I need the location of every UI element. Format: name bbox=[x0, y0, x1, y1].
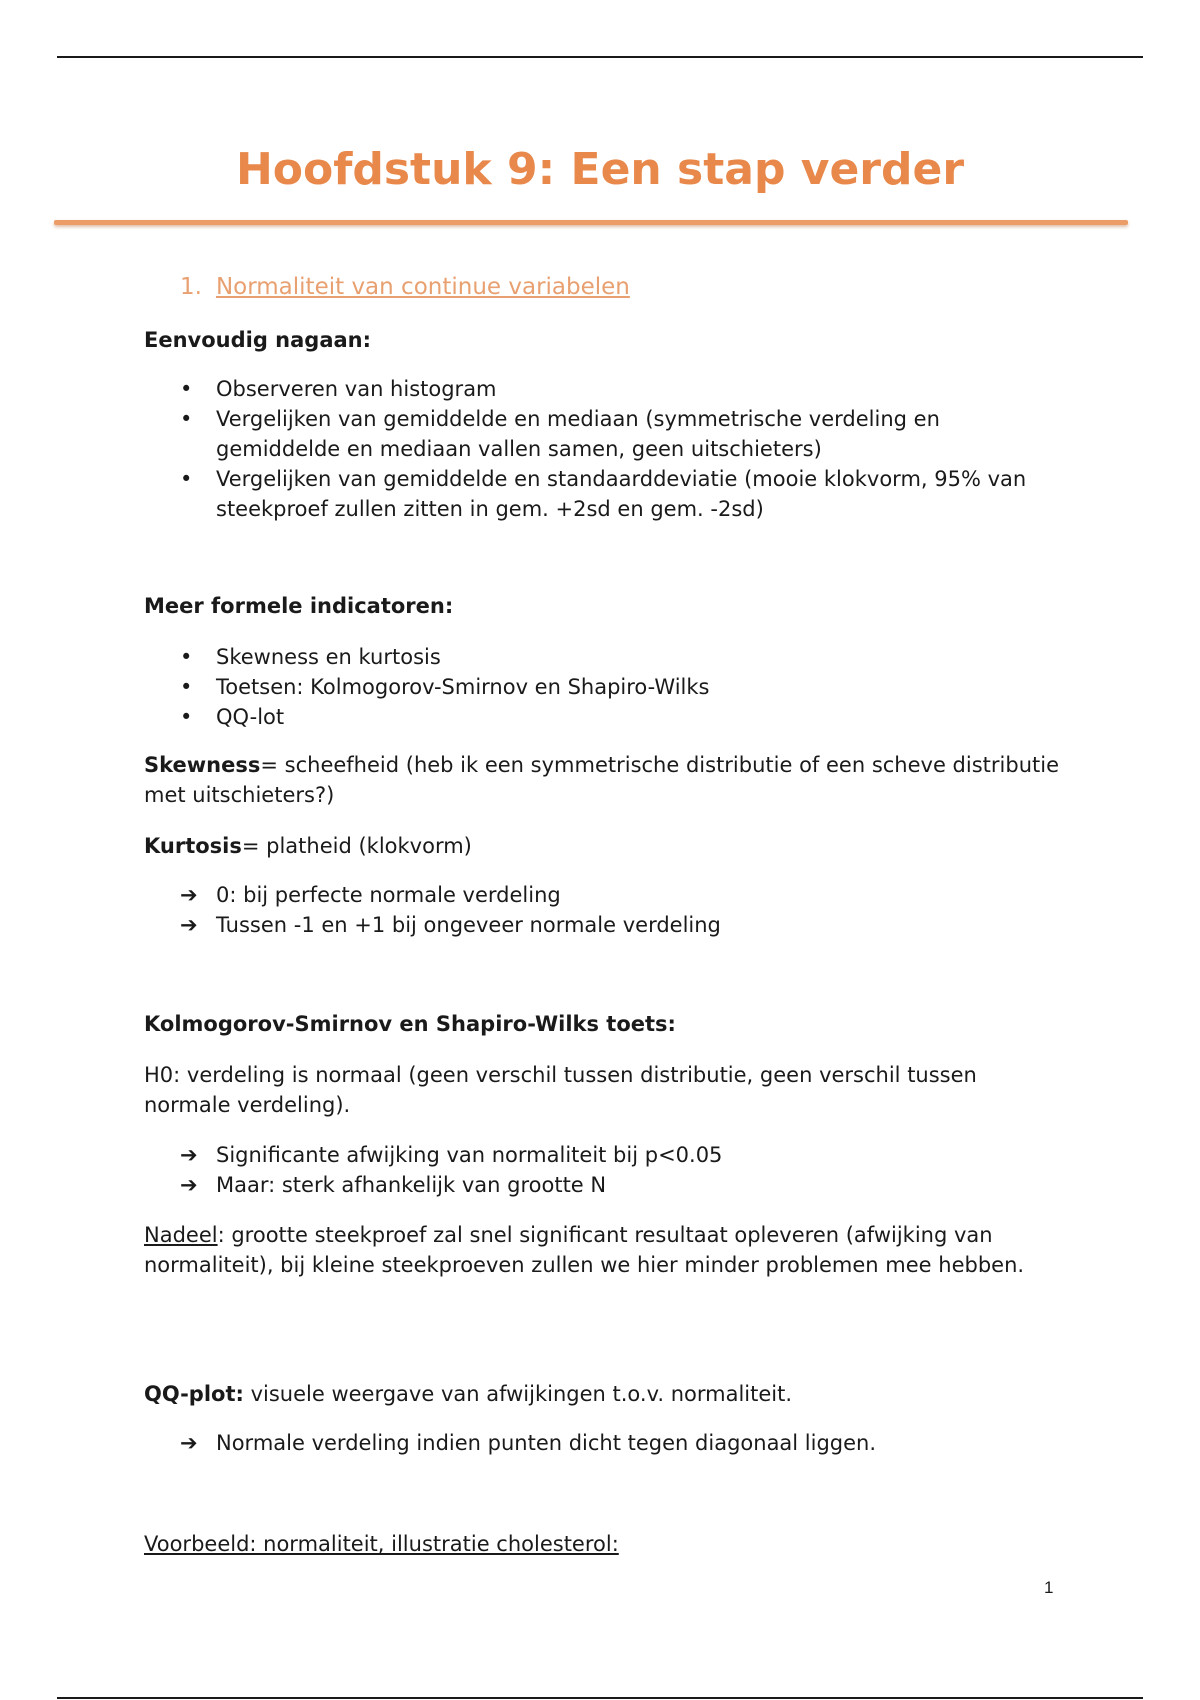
list-item: ➔ Maar: sterk afhankelijk van grootte N bbox=[180, 1170, 1060, 1200]
list-item: ➔ Tussen -1 en +1 bij ongeveer normale verdeling bbox=[180, 910, 1060, 940]
eenvoudig-heading: Eenvoudig nagaan: bbox=[144, 328, 372, 352]
bullet-icon: • bbox=[180, 467, 193, 491]
title-underline bbox=[54, 220, 1128, 225]
page-title: Hoofdstuk 9: Een stap verder bbox=[235, 144, 965, 195]
ks-heading: Kolmogorov-Smirnov en Shapiro-Wilks toets: bbox=[144, 1012, 676, 1036]
bullet-icon: • bbox=[180, 645, 193, 669]
list-item: ➔ 0: bij perfecte normale verdeling bbox=[180, 880, 1060, 910]
list-item: • Toetsen: Kolmogorov-Smirnov en Shapiro-Wilks bbox=[180, 672, 1060, 702]
skewness-term: Skewness bbox=[144, 753, 261, 777]
list-item: ➔ Normale verdeling indien punten dicht tegen diagonaal liggen. bbox=[180, 1428, 1060, 1458]
eenvoudig-list bbox=[180, 374, 1060, 524]
list-item: • Vergelijken van gemiddelde en standaarddeviatie (mooie klokvorm, 95% van steekproef zullen zitten in gem. +2sd en gem. -2sd) bbox=[180, 464, 1060, 524]
section-title-link[interactable]: Normaliteit van continue variabelen bbox=[215, 274, 630, 300]
kurtosis-paragraph: Kurtosis= platheid (klokvorm) bbox=[144, 834, 472, 858]
qq-list bbox=[180, 1428, 1060, 1458]
section-heading[interactable] bbox=[180, 272, 630, 302]
list-item: • Observeren van histogram bbox=[180, 374, 1060, 404]
nadeel-paragraph: Nadeel: grootte steekproef zal snel significant resultaat opleveren (afwijking van normaliteit), bij kleine steekproeven zullen we hier minder problemen mee hebben. bbox=[144, 1223, 1025, 1277]
arrow-right-icon: ➔ bbox=[180, 1173, 198, 1197]
list-item: • Vergelijken van gemiddelde en mediaan (symmetrische verdeling en gemiddelde en mediaan vallen samen, geen uitschieters) bbox=[180, 404, 1060, 464]
top-rule bbox=[57, 56, 1143, 58]
list-item: • QQ-lot bbox=[180, 702, 1060, 732]
formeel-heading: Meer formele indicatoren: bbox=[144, 594, 454, 618]
section-number: 1. bbox=[180, 274, 202, 300]
bullet-icon: • bbox=[180, 675, 193, 699]
bottom-rule bbox=[57, 1697, 1143, 1699]
arrow-right-icon: ➔ bbox=[180, 913, 198, 937]
nadeel-label: Nadeel bbox=[144, 1223, 218, 1247]
bullet-icon: • bbox=[180, 705, 193, 729]
qq-paragraph: QQ-plot: visuele weergave van afwijkingen t.o.v. normaliteit. bbox=[144, 1382, 793, 1406]
ks-h0-paragraph: H0: verdeling is normaal (geen verschil tussen distributie, geen verschil tussen normale verdeling). bbox=[144, 1063, 977, 1117]
kurtosis-list bbox=[180, 880, 1060, 940]
list-item: • Skewness en kurtosis bbox=[180, 642, 1060, 672]
arrow-right-icon: ➔ bbox=[180, 1431, 198, 1455]
list-item: ➔ Significante afwijking van normaliteit bij p<0.05 bbox=[180, 1140, 1060, 1170]
arrow-right-icon: ➔ bbox=[180, 1143, 198, 1167]
bullet-icon: • bbox=[180, 377, 193, 401]
ks-list bbox=[180, 1140, 1060, 1200]
formeel-list bbox=[180, 642, 1060, 732]
skewness-paragraph: Skewness= scheefheid (heb ik een symmetrische distributie of een scheve distributie met uitschieters?) bbox=[144, 753, 1059, 807]
arrow-right-icon: ➔ bbox=[180, 883, 198, 907]
voorbeeld-heading: Voorbeeld: normaliteit, illustratie cholesterol: bbox=[144, 1532, 619, 1556]
qq-term: QQ-plot: bbox=[144, 1382, 244, 1406]
bullet-icon: • bbox=[180, 407, 193, 431]
page-number: 1 bbox=[1044, 1578, 1054, 1597]
kurtosis-term: Kurtosis bbox=[144, 834, 242, 858]
